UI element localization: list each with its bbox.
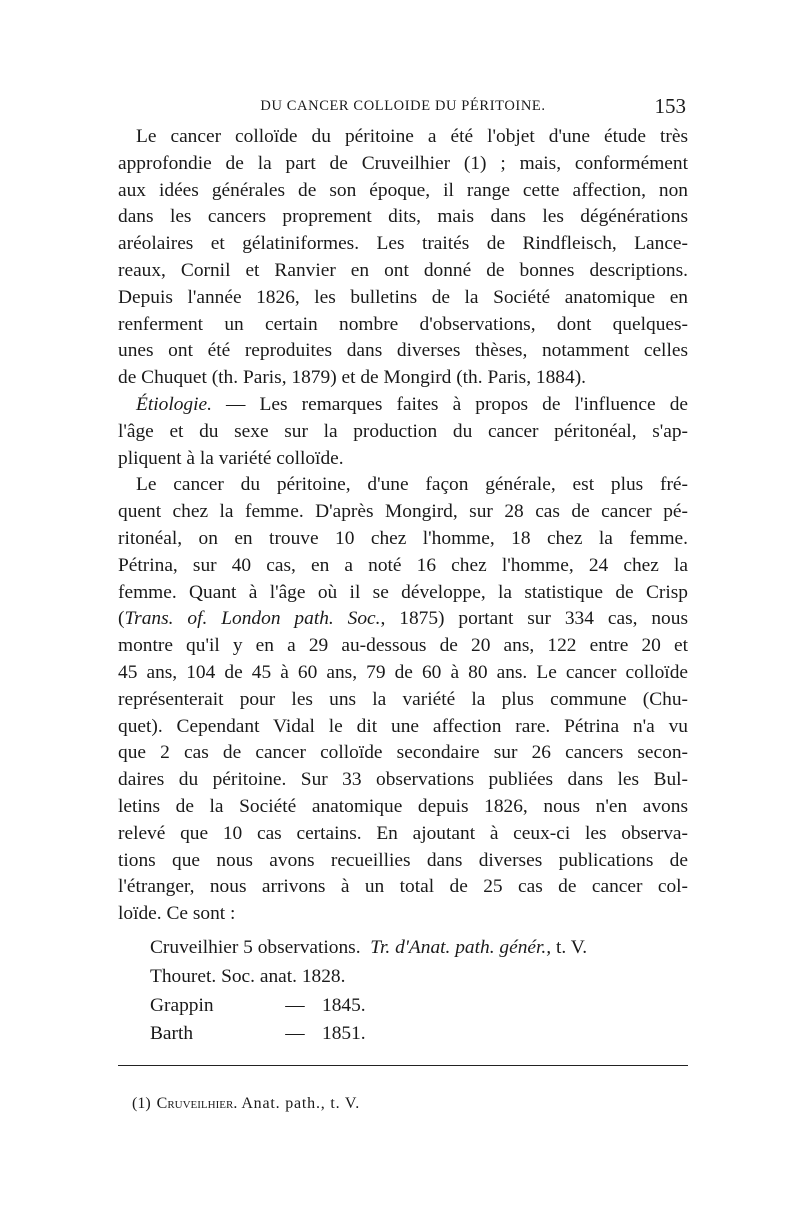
year: 1851. — [322, 1023, 366, 1045]
source-name: Cruveilhier 5 observations. — [150, 937, 361, 958]
list-item — [150, 992, 690, 1021]
journal-title: Tr. d'Anat. path. génér., — [370, 937, 552, 958]
footnote-marker: (1) — [132, 1095, 151, 1112]
footnote — [132, 1095, 360, 1113]
text-line: daires du péritoine. Sur 33 observations publiées dans les Bul- — [118, 769, 688, 791]
footnote-author: Cruveilhier. — [156, 1095, 238, 1112]
text-run: — Les remarques faites à propos de l'influence de — [211, 393, 688, 415]
text-line: renferment un certain nombre d'observations, dont quelques- — [118, 313, 688, 335]
running-title: DU CANCER COLLOIDE DU PÉRITOINE. — [260, 98, 546, 114]
volume-ref: t. V. — [551, 937, 588, 958]
ditto-dash: — — [285, 994, 305, 1016]
source-name: Grappin — [150, 994, 214, 1016]
source-name: Barth — [150, 1023, 194, 1045]
list-item — [150, 1020, 690, 1049]
year: 1845. — [322, 994, 366, 1016]
text-line: l'âge et du sexe sur la production du cancer péritonéal, s'ap- — [118, 420, 688, 442]
ditto-dash: — — [285, 1023, 305, 1045]
text-line: tions que nous avons recueillies dans diverses publications de — [118, 849, 688, 871]
section-heading: Étiologie. — [136, 393, 212, 415]
running-head — [120, 94, 686, 120]
list-item — [150, 963, 690, 992]
text-line — [118, 606, 688, 633]
text-line: aux idées générales de son époque, il range cette affection, non — [118, 179, 688, 201]
text-line: pliquent à la variété colloïde. — [118, 447, 344, 469]
text-line: dans les cancers proprement dits, mais dans les dégénérations — [118, 206, 688, 228]
citation-close: , 1875) — [380, 608, 445, 630]
text-line: quent chez la femme. D'après Mongird, sur 28 cas de cancer pé- — [118, 501, 688, 523]
text-line: de Chuquet (th. Paris, 1879) et de Mongird (th. Paris, 1884). — [118, 367, 587, 389]
case-list — [150, 934, 690, 1049]
text-line: 45 ans, 104 de 45 à 60 ans, 79 de 60 à 80 ans. Le cancer colloïde — [118, 661, 688, 683]
text-line: quet). Cependant Vidal le dit une affection rare. Pétrina n'a vu — [118, 715, 688, 737]
text-line: letins de la Société anatomique depuis 1826, nous n'en avons — [118, 795, 688, 817]
text-line: approfondie de la part de Cruveilhier (1) ; mais, conformément — [118, 152, 688, 174]
text-line: unes ont été reproduites dans diverses thèses, notamment celles — [118, 340, 688, 362]
page-number: 153 — [654, 94, 686, 118]
text-line: aréolaires et gélatiniformes. Les traités de Rindfleisch, Lance- — [118, 233, 688, 255]
text-line: que 2 cas de cancer colloïde secondaire sur 26 cancers secon- — [118, 742, 688, 764]
footnote-text: Anat. path., t. V. — [241, 1095, 361, 1112]
text-line — [118, 392, 688, 419]
footnote-divider — [118, 1065, 688, 1066]
journal-title: Trans. of. London path. Soc. — [124, 608, 381, 630]
text-line: Le cancer colloïde du péritoine a été l'objet d'une étude très — [136, 126, 688, 147]
text-line: ritonéal, on en trouve 10 chez l'homme, 18 chez la femme. — [118, 527, 688, 549]
text-line: l'étranger, nous arrivons à un total de 25 cas de cancer col- — [118, 876, 688, 898]
text-line: Pétrina, sur 40 cas, en a noté 16 chez l'homme, 24 chez la — [118, 554, 688, 576]
body-text — [118, 124, 688, 928]
text-line: représenterait pour les uns la variété la plus commune (Chu- — [118, 688, 688, 710]
source-name: Thouret. Soc. anat. 1828. — [150, 965, 346, 987]
text-line: Le cancer du péritoine, d'une façon générale, est plus fré- — [136, 474, 688, 496]
text-line: relevé que 10 cas certains. En ajoutant à ceux-ci les observa- — [118, 822, 688, 844]
list-item — [150, 934, 690, 963]
text-line: Depuis l'année 1826, les bulletins de la Société anatomique en — [118, 286, 688, 308]
text-line: loïde. Ce sont : — [118, 903, 236, 925]
text-line: montre qu'il y en a 29 au-dessous de 20 ans, 122 entre 20 et — [118, 635, 688, 657]
text-run: portant sur 334 cas, nous — [458, 608, 688, 630]
list-item-text — [150, 934, 587, 963]
citation-open: ( — [118, 608, 125, 630]
text-line: reaux, Cornil et Ranvier en ont donné de bonnes descriptions. — [118, 259, 688, 281]
text-line: femme. Quant à l'âge où il se développe, la statistique de Crisp — [118, 581, 688, 603]
